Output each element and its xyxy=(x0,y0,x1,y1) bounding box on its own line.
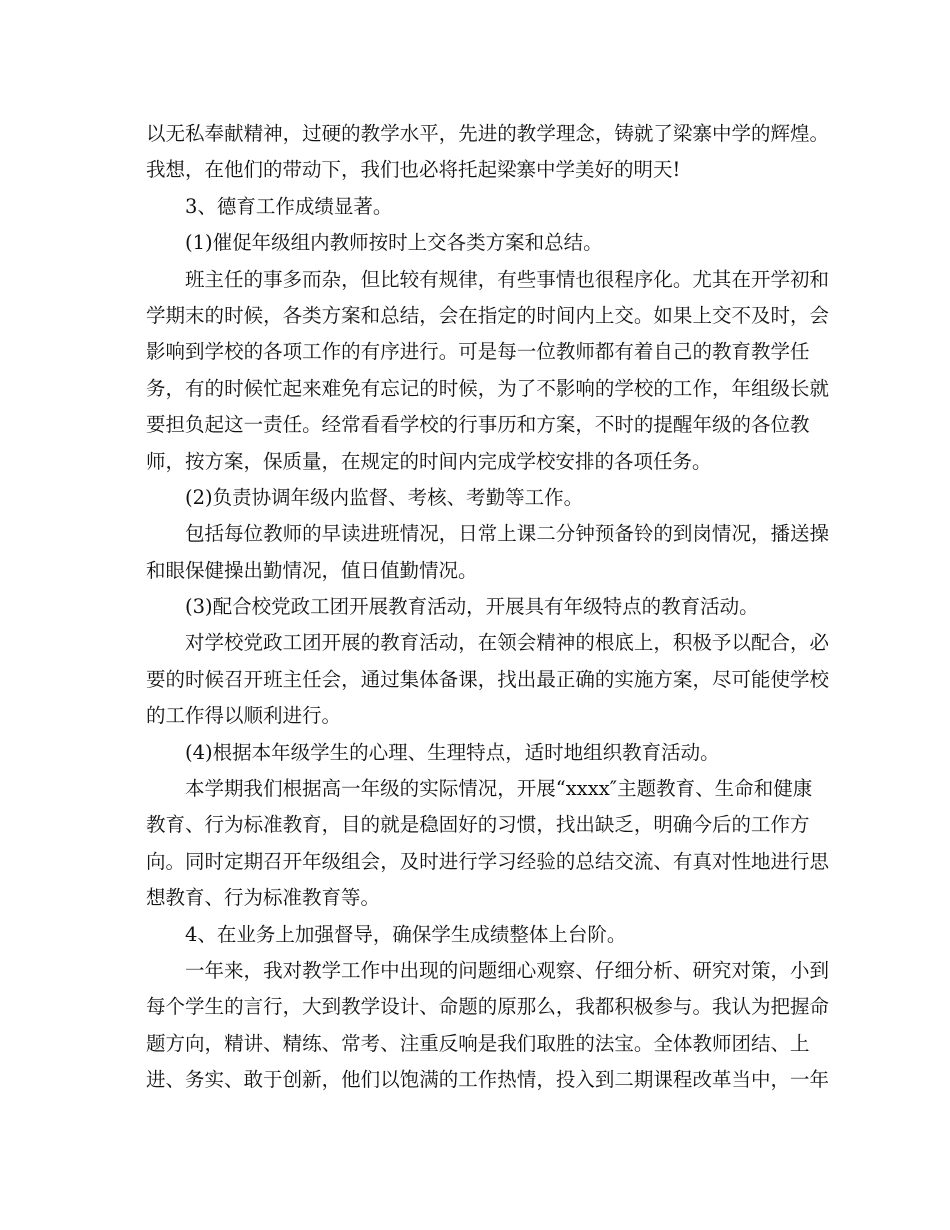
document-body xyxy=(146,116,830,1099)
text-line: 本 学 期 我 们 根 据 高 一 年 级 的 实 际 情 况 ， 开 展 “ x x x x ″ 主 题 教 育 、 生 命 和 健 康 xyxy=(185,777,813,801)
text-line: 师，按方案，保质量，在规定的时间内完成学校安排的各项任务。 xyxy=(146,449,712,473)
text-line: 对 学 校 党 政 工 团 开 展 的 教 育 活 动 ， 在 领 会 精 神 的 根 底 上 ， 积 极 予 以 配 合 ， 必 xyxy=(185,631,830,655)
text-line: 要 的 时 候 召 开 班 主 任 会 ， 通 过 集 体 备 课 ， 找 出 最 正 确 的 实 施 方 案 ， 尽 可 能 使 学 校 xyxy=(146,667,830,691)
text-line: 教 育 、 行 为 标 准 教 育 ， 目 的 就 是 稳 固 好 的 习 惯 ， 找 出 缺 乏 ， 明 确 今 后 的 工 作 方 xyxy=(146,813,810,837)
text-line: 务 ， 有 的 时 候 忙 起 来 难 免 有 忘 记 的 时 候 ， 为 了 不 影 响 的 学 校 的 工 作 ， 年 组 级 长 就 xyxy=(146,376,830,400)
text-line: 3、德育工作成绩显著。 xyxy=(185,194,393,218)
text-line: (4)根据本年级学生的心理、生理特点，适时地组织教育活动。 xyxy=(185,740,720,764)
text-line: 一 年 来 ， 我 对 教 学 工 作 中 出 现 的 问 题 细 心 观 察 、 仔 细 分 析 、 研 究 对 策 ， 小 到 xyxy=(185,958,830,982)
text-line: 班 主 任 的 事 多 而 杂 ， 但 比 较 有 规 律 ， 有 些 事 情 也 很 程 序 化 。 尤 其 在 开 学 初 和 xyxy=(185,267,830,291)
text-line: 以 无 私 奉 献 精 神 ， 过 硬 的 教 学 水 平 ， 先 进 的 教 学 理 念 ， 铸 就 了 梁 寨 中 学 的 辉 煌 。 xyxy=(146,122,830,145)
text-line: 和眼保健操出勤情况，值日值勤情况。 xyxy=(146,558,478,582)
text-line: 4、在业务上加强督导，确保学生成绩整体上台阶。 xyxy=(185,922,627,946)
text-line: 包 括 每 位 教 师 的 早 读 进 班 情 况 ， 日 常 上 课 二 分 钟 预 备 铃 的 到 岗 情 况 ， 播 送 操 xyxy=(185,522,830,546)
text-line: 进 、 务 实 、 敢 于 创 新 ， 他 们 以 饱 满 的 工 作 热 情 ， 投 入 到 二 期 课 程 改 革 当 中 ， 一 年 xyxy=(146,1068,830,1092)
text-line: 想教育、行为标准教育等。 xyxy=(146,886,381,910)
text-line: 学 期 末 的 时 候 ， 各 类 方 案 和 总 结 ， 会 在 指 定 的 时 间 内 上 交 。 如 果 上 交 不 及 时 ， 会 xyxy=(146,303,830,327)
text-line: 要 担 负 起 这 一 责 任 。 经 常 看 看 学 校 的 行 事 历 和 方 案 ， 不 时 的 提 醒 年 级 的 各 位 教 xyxy=(146,413,810,437)
text-line: 题 方 向 ， 精 讲 、 精 练 、 常 考 、 注 重 反 响 是 我 们 取 胜 的 法 宝 。 全 体 教 师 团 结 、 上 xyxy=(146,1031,810,1055)
text-line: (3)配合校党政工团开展教育活动，开展具有年级特点的教育活动。 xyxy=(185,595,759,619)
text-line: 向 。 同 时 定 期 召 开 年 级 组 会 ， 及 时 进 行 学 习 经 验 的 总 结 交 流 、 有 真 对 性 地 进 行 思 xyxy=(146,849,830,873)
text-line: 每 个 学 生 的 言 行 ， 大 到 教 学 设 计 、 命 题 的 原 那 么 ， 我 都 积 极 参 与 。 我 认 为 把 握 命 xyxy=(146,995,830,1019)
text-line: 的工作得以顺利进行。 xyxy=(146,704,342,728)
text-line: 影 响 到 学 校 的 各 项 工 作 的 有 序 进 行 。 可 是 每 一 位 教 师 都 有 着 自 己 的 教 育 教 学 任 xyxy=(146,340,810,364)
text-line: (2)负责协调年级内监督、考核、考勤等工作。 xyxy=(185,485,584,509)
text-line: 我想，在他们的带动下，我们也必将托起梁寨中学美好的明天! xyxy=(146,158,681,182)
text-line: (1)催促年级组内教师按时上交各类方案和总结。 xyxy=(185,231,603,255)
